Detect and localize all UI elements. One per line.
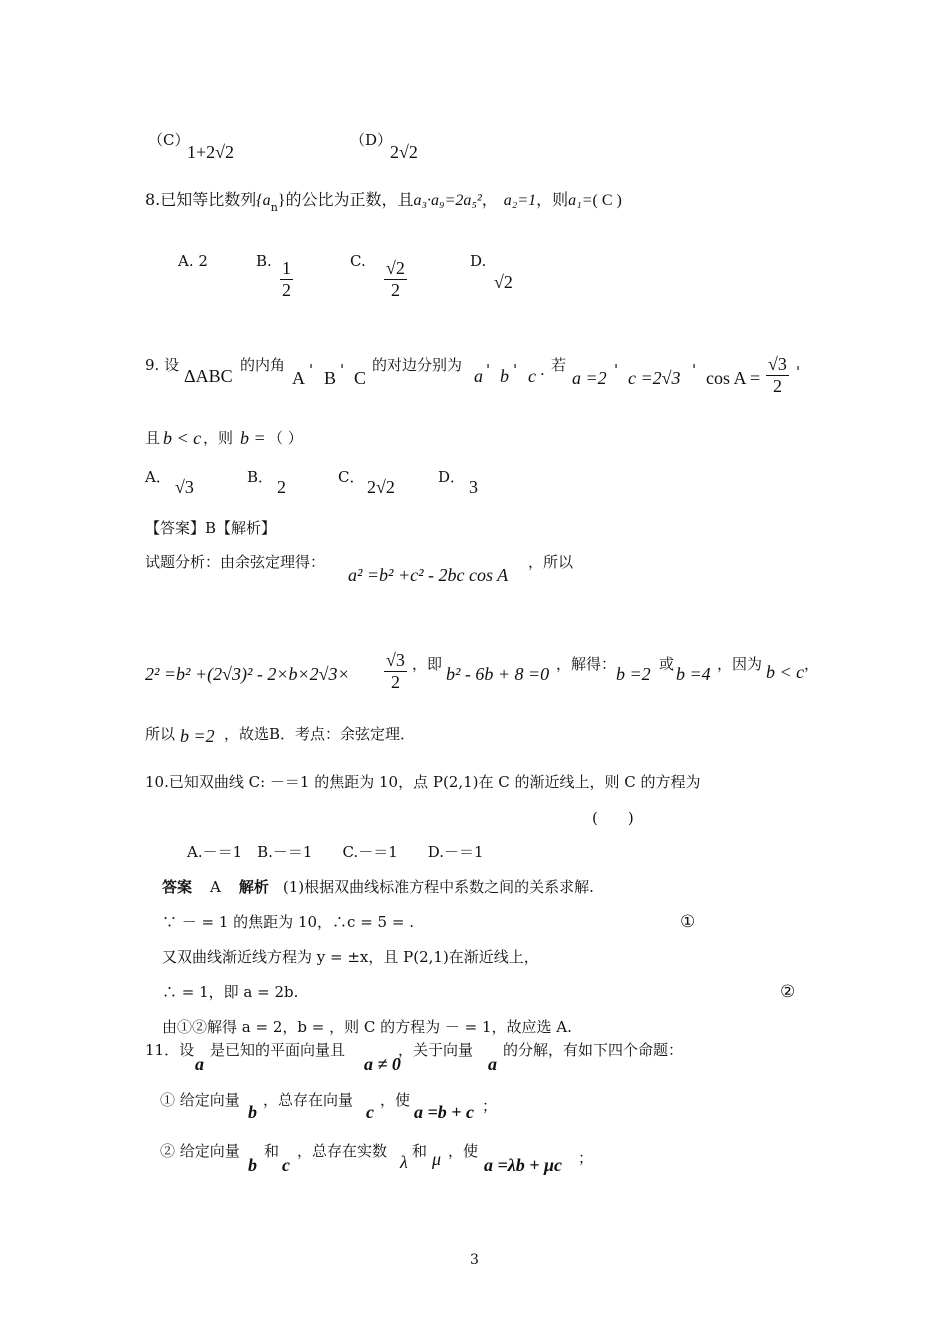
q9-or: 或: [659, 655, 675, 673]
q11-prop2-b: b: [248, 1155, 257, 1175]
q9-solution-2: b =4: [676, 664, 711, 684]
q11-vector-a: a: [195, 1054, 204, 1074]
q9-option-c: 2√2: [367, 477, 395, 497]
q8-option-d-label: D.: [470, 252, 487, 270]
q9-angle-c: C: [354, 368, 367, 388]
q7-option-c-expr: 1+2√2: [187, 142, 235, 162]
q11-prop2-mu: μ: [432, 1149, 442, 1169]
q9-given-1: a =2: [572, 368, 607, 388]
q9-given-3-fraction: √3 2: [768, 354, 787, 396]
q11-prop2-text-5: ，使: [448, 1142, 479, 1160]
q10-paren: ( ): [592, 809, 634, 827]
q9-line2-text-1: 且: [145, 429, 161, 447]
q7-option-d-expr: 2√2: [390, 142, 418, 162]
q11-prop2-text-4: 和: [412, 1142, 428, 1160]
q9-given-2: c =2√3: [628, 368, 681, 388]
q8-option-c-label: C.: [350, 252, 366, 270]
q11-text-2: ，关于向量: [398, 1041, 474, 1059]
q10-line-1: ∵ － = 1 的焦距为 10，∴c = 5 = .: [162, 913, 414, 931]
q9-angle-b: B: [324, 368, 337, 388]
q9-option-d: 3: [469, 477, 478, 497]
q8-stem: 8.已知等比数列$\{a_n\}$的公比为正数，且a₃·a₉=2a₅²， a₂=1，则a₁=( C ): [145, 190, 622, 214]
q9-line2-condition: b < c: [163, 428, 202, 448]
q9-comma: ，: [804, 655, 820, 673]
q11-text-3: 的分解，有如下四个命题：: [503, 1041, 684, 1059]
q9-calc-text-2: ，解得：: [556, 655, 617, 673]
q9-text-2: 的对边分别为: [372, 356, 463, 374]
q10-line-4: 由①②解得 a = 2，b = ，则 C 的方程为 － = 1，故应选 A.: [162, 1018, 572, 1036]
q9-option-a: √3: [175, 477, 194, 497]
q11-prop1-text-3: ，使: [380, 1091, 411, 1109]
q9-given-3: cos A =: [706, 368, 761, 388]
q9-angle-a: A: [292, 368, 305, 388]
q11-prop1-end: ；: [482, 1097, 498, 1115]
q9-answer-tag: 【答案】B【解析】: [145, 519, 277, 537]
q9-analysis-text: 试题分析：由余弦定理得：: [145, 553, 326, 571]
q9-line2-text-2: ，则: [203, 429, 234, 447]
q9-solution-1: b =2: [616, 664, 651, 684]
q10-line-3: ∴ = 1，即 a = 2b.: [162, 983, 299, 1001]
q10-stem: 10.已知双曲线 C: －＝1 的焦距为 10，点 P(2,1)在 C 的渐近线上，则 C 的方程为: [145, 773, 701, 791]
q11-prop2-end: ；: [578, 1149, 594, 1167]
page-number: 3: [470, 1252, 479, 1268]
q11-prop2-lambda: λ: [400, 1152, 408, 1172]
q10-mark-1: ①: [680, 912, 696, 932]
q11-prop2-text-3: ，总存在实数: [297, 1142, 388, 1160]
q9-conclusion-1: 所以: [145, 725, 176, 743]
q9-option-b: 2: [277, 477, 286, 497]
q8-option-b-fraction: 1 2: [282, 258, 291, 300]
q9-analysis-text-2: ，所以: [528, 553, 574, 571]
q9-text-3: 若: [551, 356, 567, 374]
q11-vector-a-2: a: [488, 1054, 497, 1074]
q9-option-b-label: B．: [247, 468, 274, 486]
q9-line2-ask: b =: [240, 428, 266, 448]
q10-mark-2: ②: [780, 982, 796, 1002]
q8-option-b-label: B.: [256, 252, 272, 270]
q11-prop1-c: c: [366, 1102, 374, 1122]
q11-prop2-text-2: 和: [264, 1142, 280, 1160]
q9-because: ，因为: [717, 655, 763, 673]
q11-prop2-equation: a =λb + μc: [484, 1155, 563, 1175]
q10-line-2: 又双曲线渐近线方程为 y = ±x，且 P(2,1)在渐近线上，: [162, 948, 539, 966]
q11-prop1-text-1: ① 给定向量: [160, 1091, 240, 1109]
q11-prop1-b: b: [248, 1102, 257, 1122]
q9-calc-equation: b² - 6b + 8 =0: [446, 664, 550, 684]
q9-calc-expression: 2² =b² +(2√3)² - 2×b×2√3×: [145, 664, 350, 684]
q9-calc-fraction: √3 2: [386, 650, 405, 692]
q11-prop2-c: c: [282, 1155, 290, 1175]
q9-triangle: ΔABC: [184, 366, 233, 386]
q8-option-a: A. 2: [178, 252, 208, 270]
q10-answer-line: 答案 A 解析 (1)根据双曲线标准方程中系数之间的关系求解.: [162, 878, 594, 896]
q11-prop2-text-1: ② 给定向量: [160, 1142, 240, 1160]
q9-side-c: c: [528, 366, 536, 386]
q9-text-1: 的内角: [240, 356, 286, 374]
q9-side-a: a: [474, 366, 483, 386]
q9-side-b: b: [500, 366, 509, 386]
q9-line2-paren: （ ）: [268, 429, 303, 447]
q9-conclusion-value: b =2: [180, 726, 215, 746]
q8-option-c-fraction: √2 2: [386, 258, 405, 300]
q11-condition: a ≠ 0: [364, 1054, 401, 1074]
q8-option-d-expr: √2: [494, 272, 513, 292]
q11-text-1: 是已知的平面向量且: [210, 1041, 346, 1059]
q11-prop1-text-2: ，总存在向量: [263, 1091, 354, 1109]
q9-option-d-label: D．: [438, 468, 466, 486]
q10-options: A.－＝1 B.－＝1 C.－＝1 D.－＝1: [187, 843, 484, 861]
q7-option-c-label: （C）: [148, 131, 190, 149]
q9-number: 9. 设: [145, 356, 180, 374]
q9-conclusion-2: ，故选B．考点：余弦定理．: [224, 725, 416, 743]
q9-analysis-formula: a² =b² +c² - 2bc cos A: [348, 565, 509, 585]
q9-calc-text-1: ，即: [412, 655, 443, 673]
q9-because-condition: b < c: [766, 662, 805, 682]
q9-option-a-label: A．: [145, 468, 171, 486]
q9-option-c-label: C．: [338, 468, 365, 486]
q11-number: 11．设: [145, 1041, 195, 1059]
q11-prop1-equation: a =b + c: [414, 1102, 475, 1122]
q7-option-d-label: （D）: [350, 131, 393, 149]
document-page: （C） 1+2√2 （D） 2√2 8.已知等比数列$\{a_n\}$的公比为正数，且a₃·a₉=2a₅²， a₂=1，则a₁=( C ) A. 2 B. 1 2 C. √2 2 D. √2 9. 设 ΔABC 的内角 A ' B ' C 的对边分别为 a ' b ' c . 若 a =2 ' c =2√3 ' cos A = √3 2 ' 且 b < c ，则 b = （ ） A． √3 B． 2 C． 2√2 D． 3 【答案】B【解析】 试题分析：由余弦定理得： a² =b² +c² - 2bc cos A ，所以 2² =b² +(2√3)² - 2×b×2√3× √3 2 ，即 b² - 6b + 8 =0 ，解得： b =2 或 b =4 ，因为 b < c ， 所以 b =2 ，故选B．考点：余弦定理． 10.已知双曲线 C: －＝1 的焦距为 10，点 P(2,1)在 C 的渐近线上，则 C 的方程为 ( ) A.－＝1 B.－＝1 C.－＝1 D.－＝1 答案 A 解析 (1)根据双曲线标准方程中系数之间的关系求解. ∵ － = 1 的焦距为 10，∴c = 5 = . ① 又双曲线渐近线方程为 y = ±x，且 P(2,1)在渐近线上， ∴ = 1，即 a = 2b. ② 由①②解得 a = 2，b = ，则 C 的方程为 － = 1，故应选 A. 11．设 a 是已知的平面向量且 a ≠ 0 ，关于向量 a 的分解，有如下四个命题： ① 给定向量 b ，总存在向量 c ，使 a =b + c ； ② 给定向量 b 和 c ，总存在实数 λ 和 μ ，使 a =λb + μc ； 3: [145, 131, 820, 1268]
